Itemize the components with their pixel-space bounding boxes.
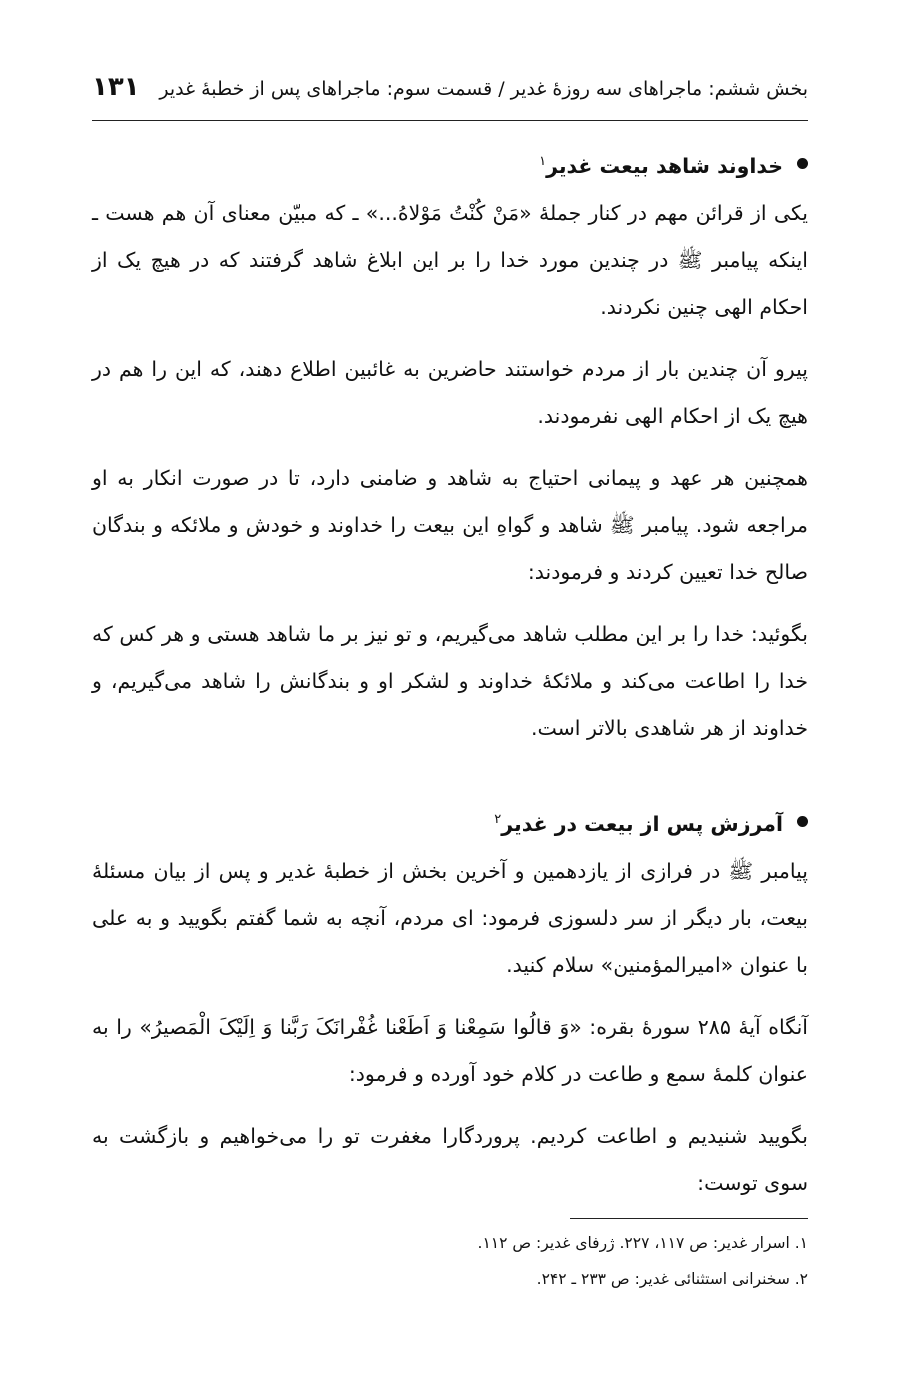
section-heading [92, 138, 808, 190]
footnote-marker: ۱ [539, 154, 547, 169]
bullet-icon [797, 158, 808, 169]
paragraph: یکی از قرائن مهم در کنار جملهٔ «مَنْ كُنْتُ مَوْلاهُ...» ـ که مبیّن معنای آن هم هست ـ اینکه پیامبر ﷺ در چندین مورد خدا را بر این ابلاغ شاهد گرفتند که در هیچ یک از احکام الهی چنین نکردند. [92, 200, 808, 319]
paragraph: آنگاه آیهٔ ۲۸۵ سورهٔ بقره: «وَ قالُوا سَمِعْنا وَ اَطَعْنا غُفْرانَکَ رَبَّنا وَ اِلَیْکَ الْمَصیرُ» را به عنوان کلمهٔ سمع و طاعت در کلام خود آورده و فرمود: [92, 1014, 808, 1086]
header-rule [92, 120, 808, 121]
section-heading-text: آمرزش پس از بیعت در غدیر [501, 811, 783, 836]
paragraph: همچنین هر عهد و پیمانی احتیاج به شاهد و ضامنی دارد، تا در صورت انکار به او مراجعه شود. پیامبر ﷺ شاهد و گواهِ این بیعت را خداوند و خودش و ملائکه و بندگان صالح خدا تعیین کردند و فرمودند: [92, 465, 808, 584]
paragraph: پیرو آن چندین بار از مردم خواستند حاضرین به غائبین اطلاع دهند، که این را هم در هیچ یک از احکام الهی نفرمودند. [92, 356, 808, 428]
footnote-marker: ۲ [494, 811, 502, 827]
page-body [92, 138, 808, 1207]
section-heading-text: خداوند شاهد بیعت غدیر [546, 153, 783, 178]
section-heading [92, 796, 808, 848]
paragraph: بگویید شنیدیم و اطاعت کردیم. پروردگارا مغفرت تو را می‌خواهیم و بازگشت به سوی توست: [92, 1123, 808, 1195]
footnote: ۲. سخنرانی استثنائی غدیر: ص ۲۳۳ ـ ۲۴۲. [536, 1270, 808, 1288]
bullet-icon [797, 816, 808, 827]
page-number: ۱۳۱ [92, 72, 140, 102]
footnotes [92, 1218, 808, 1297]
paragraph: بگوئید: خدا را بر این مطلب شاهد می‌گیریم، و تو نیز بر ما شاهد هستی و هر کس که خدا را اطاعت می‌کند و ملائکهٔ خداوند و لشکر او و بندگانش را شاهد می‌گیریم، و خداوند از هر شاهدی بالاتر است. [92, 621, 808, 740]
running-header-title: بخش ششم: ماجراهای سه روزهٔ غدیر / قسمت سوم: ماجراهای پس از خطبهٔ غدیر [159, 78, 808, 100]
running-header [92, 72, 808, 102]
paragraph: پیامبر ﷺ در فرازی از یازدهمین و آخرین بخش از خطبهٔ غدیر و پس از بیان مسئلهٔ بیعت، بار دیگر از سر دلسوزی فرمود: ای مردم، آنچه به شما گفتم بگویید و به علی با عنوان «امیرالمؤمنین» سلام کنید. [92, 858, 808, 977]
footnote-rule [570, 1218, 808, 1219]
footnote: ۱. اسرار غدیر: ص ۱۱۷، ۲۲۷. ژرفای غدیر: ص ۱۱۲. [477, 1234, 808, 1252]
